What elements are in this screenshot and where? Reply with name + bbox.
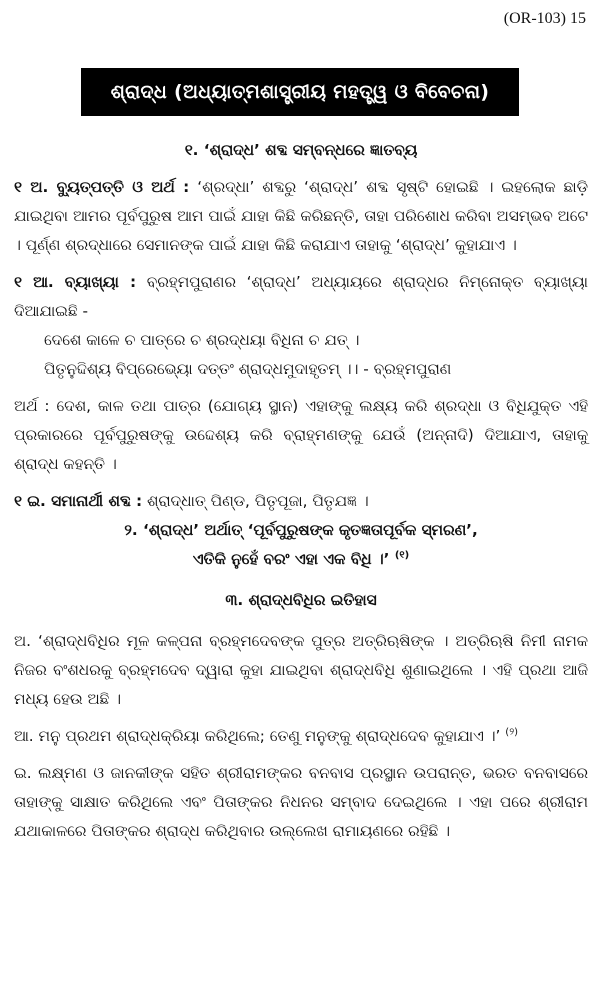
etymology-paragraph (14, 173, 588, 260)
explanation-label: ୧ ଆ. ବ୍ୟାଖ୍ୟା : (14, 273, 137, 291)
explanation-text: ବ୍ରହ୍ମପୁରାଣର ‘ଶ୍ରାଦ୍ଧ’ ଅଧ୍ୟାୟରେ ଶ୍ରାଦ୍ଧର ନିମ୍ନୋକ୍ତ ବ୍ୟାଖ୍ୟା ଦିଆଯାଇଛି - (14, 273, 588, 320)
synonyms-label: ୧ ଇ. ସମାନାର୍ଥୀ ଶବ୍ଦ : (14, 492, 143, 510)
history-paragraph-b (14, 722, 588, 751)
history-paragraph-c: ଇ. ଲକ୍ଷ୍ମଣ ଓ ଜାନକୀଙ୍କ ସହିତ ଶ୍ରୀରାମଙ୍କର ବନବାସ ପ୍ରସ୍ଥାନ ଉପରାନ୍ତ, ଭରତ ବନବାସରେ ତାହାଙ୍କୁ ସାକ୍ଷାତ କରିଥିଲେ ଏବଂ ପିତାଙ୍କର ନିଧନର ସମ୍ବାଦ ଦେଇଥିଲେ । ଏହା ପରେ ଶ୍ରୀରାମ ଯଥାକାଳରେ ପିତାଙ୍କର ଶ୍ରାଦ୍ଧ କରିଥିବାର ଉଲ୍ଲେଖ ରାମାୟଣରେ ରହିଛି । (14, 764, 588, 840)
verse-line-2: ପିତୃନୁଦ୍ଦିଶ୍ୟ ବିପ୍ରେଭ୍ୟୋ ଦତ୍ତଂ ଶ୍ରାଦ୍ଧମୁଦାହୃତମ୍ ।। - ବ୍ରହ୍ମପୁରାଣ (44, 360, 452, 378)
history-paragraph-a: ଅ. ‘ଶ୍ରାଦ୍ଧବିଧିର ମୂଳ କଳ୍ପନା ବ୍ରହ୍ମଦେବଙ୍କ ପୁତ୍ର ଅତ୍ରିଋଷିଙ୍କ । ଅତ୍ରିଋଷି ନିମୀ ନାମକ ନିଜର ବଂଶଧରକୁ ବ୍ରହ୍ମଦେବ ଦ୍ୱାରା କୁହା ଯାଇଥିବା ଶ୍ରାଦ୍ଧବିଧି ଶୁଣାଇଥିଲେ । ଏହି ପ୍ରଥା ଆଜି ମଧ୍ୟ ହେଉ ଅଛି । (14, 632, 588, 708)
page-title: ଶ୍ରାଦ୍ଧ (ଅଧ୍ୟାତ୍ମଶାସ୍ତ୍ରୀୟ ମହତ୍ତ୍ୱ ଓ ବିବେଚନା) (81, 68, 519, 116)
meaning-paragraph: ଅର୍ଥ : ଦେଶ, କାଳ ତଥା ପାତ୍ର (ଯୋଗ୍ୟ ସ୍ଥାନ) ଏହାଙ୍କୁ ଲକ୍ଷ୍ୟ କରି ଶ୍ରଦ୍ଧା ଓ ବିଧିଯୁକ୍ତ ଏହି ପ୍ରକାରରେ ପୂର୍ବପୁରୁଷଙ୍କୁ ଉଦ୍ଦେଶ୍ୟ କରି ବ୍ରାହ୍ମଣଙ୍କୁ ଯେଉଁ (ଅନ୍ନାଦି) ଦିଆଯାଏ, ତାହାକୁ ଶ୍ରାଦ୍ଧ କହନ୍ତି । (14, 397, 588, 473)
section1-heading: ୧. ‘ଶ୍ରାଦ୍ଧ’ ଶବ୍ଦ ସମ୍ବନ୍ଧରେ ଜ୍ଞାତବ୍ୟ (184, 141, 418, 159)
synonyms-text: ଶ୍ରାଦ୍ଧାତ୍ ପିଣ୍ଡ, ପିତୃପୂଜା, ପିତୃଯଜ୍ଞ । (147, 492, 369, 510)
footnote-marker: (୨) (505, 726, 519, 738)
synonyms-paragraph (14, 487, 588, 516)
etymology-text: ‘ଶ୍ରଦ୍ଧା’ ଶବ୍ଦରୁ ‘ଶ୍ରାଦ୍ଧ’ ଶବ୍ଦ ସୃଷ୍ଟି ହୋଇଛି । ଇହଲୋକ ଛାଡ଼ି ଯାଇଥିବା ଆମର ପୂର୍ବପୁରୁଷ ଆମ ପାଇଁ ଯାହା କିଛି କରିଛନ୍ତି, ତାହା ପରିଶୋଧ କରିବା ଅସମ୍ଭବ ଅଟେ । ପୂର୍ଣ୍ଣ ଶ୍ରଦ୍ଧାରେ ସେମାନଙ୍କ ପାଇଁ ଯାହା କିଛି କରାଯାଏ ତାହାକୁ ‘ଶ୍ରାଦ୍ଧ’ କୁହାଯାଏ । (14, 178, 588, 254)
explanation-paragraph (14, 268, 588, 326)
section3-heading: ୩. ଶ୍ରାଦ୍ଧବିଧିର ଇତିହାସ (225, 591, 377, 609)
verse-line-1: ଦେଶେ କାଳେ ଚ ପାତ୍ରେ ଚ ଶ୍ରଦ୍ଧୟା ବିଧିନା ଚ ଯତ୍ । (44, 331, 360, 349)
section2-heading-text: ଏତିକି ନୁହେଁ ବରଂ ଏହା ଏକ ବିଧି ।’ (192, 550, 390, 568)
etymology-label: ୧ ଅ. ବ୍ୟୁତ୍ପତ୍ତି ଓ ଅର୍ଥ : (14, 178, 190, 196)
section2-heading-line2 (14, 545, 588, 574)
section2-heading-line1: ୨. ‘ଶ୍ରାଦ୍ଧ’ ଅର୍ଥାତ୍ ‘ପୂର୍ବପୁରୁଷଙ୍କ କୃତଜ୍ଞତାପୂର୍ବକ ସ୍ମରଣ’, (124, 521, 478, 539)
footnote-marker: (୧) (394, 549, 410, 561)
history-paragraph-b-text: ଆ. ମନୁ ପ୍ରଥମ ଶ୍ରାଦ୍ଧକ୍ରିୟା କରିଥିଲେ; ତେଣୁ ମନୁଙ୍କୁ ଶ୍ରାଦ୍ଧଦେବ କୁହାଯାଏ ।’ (14, 727, 501, 745)
page-number: (OR-103) 15 (503, 10, 586, 27)
document-body (14, 136, 588, 846)
